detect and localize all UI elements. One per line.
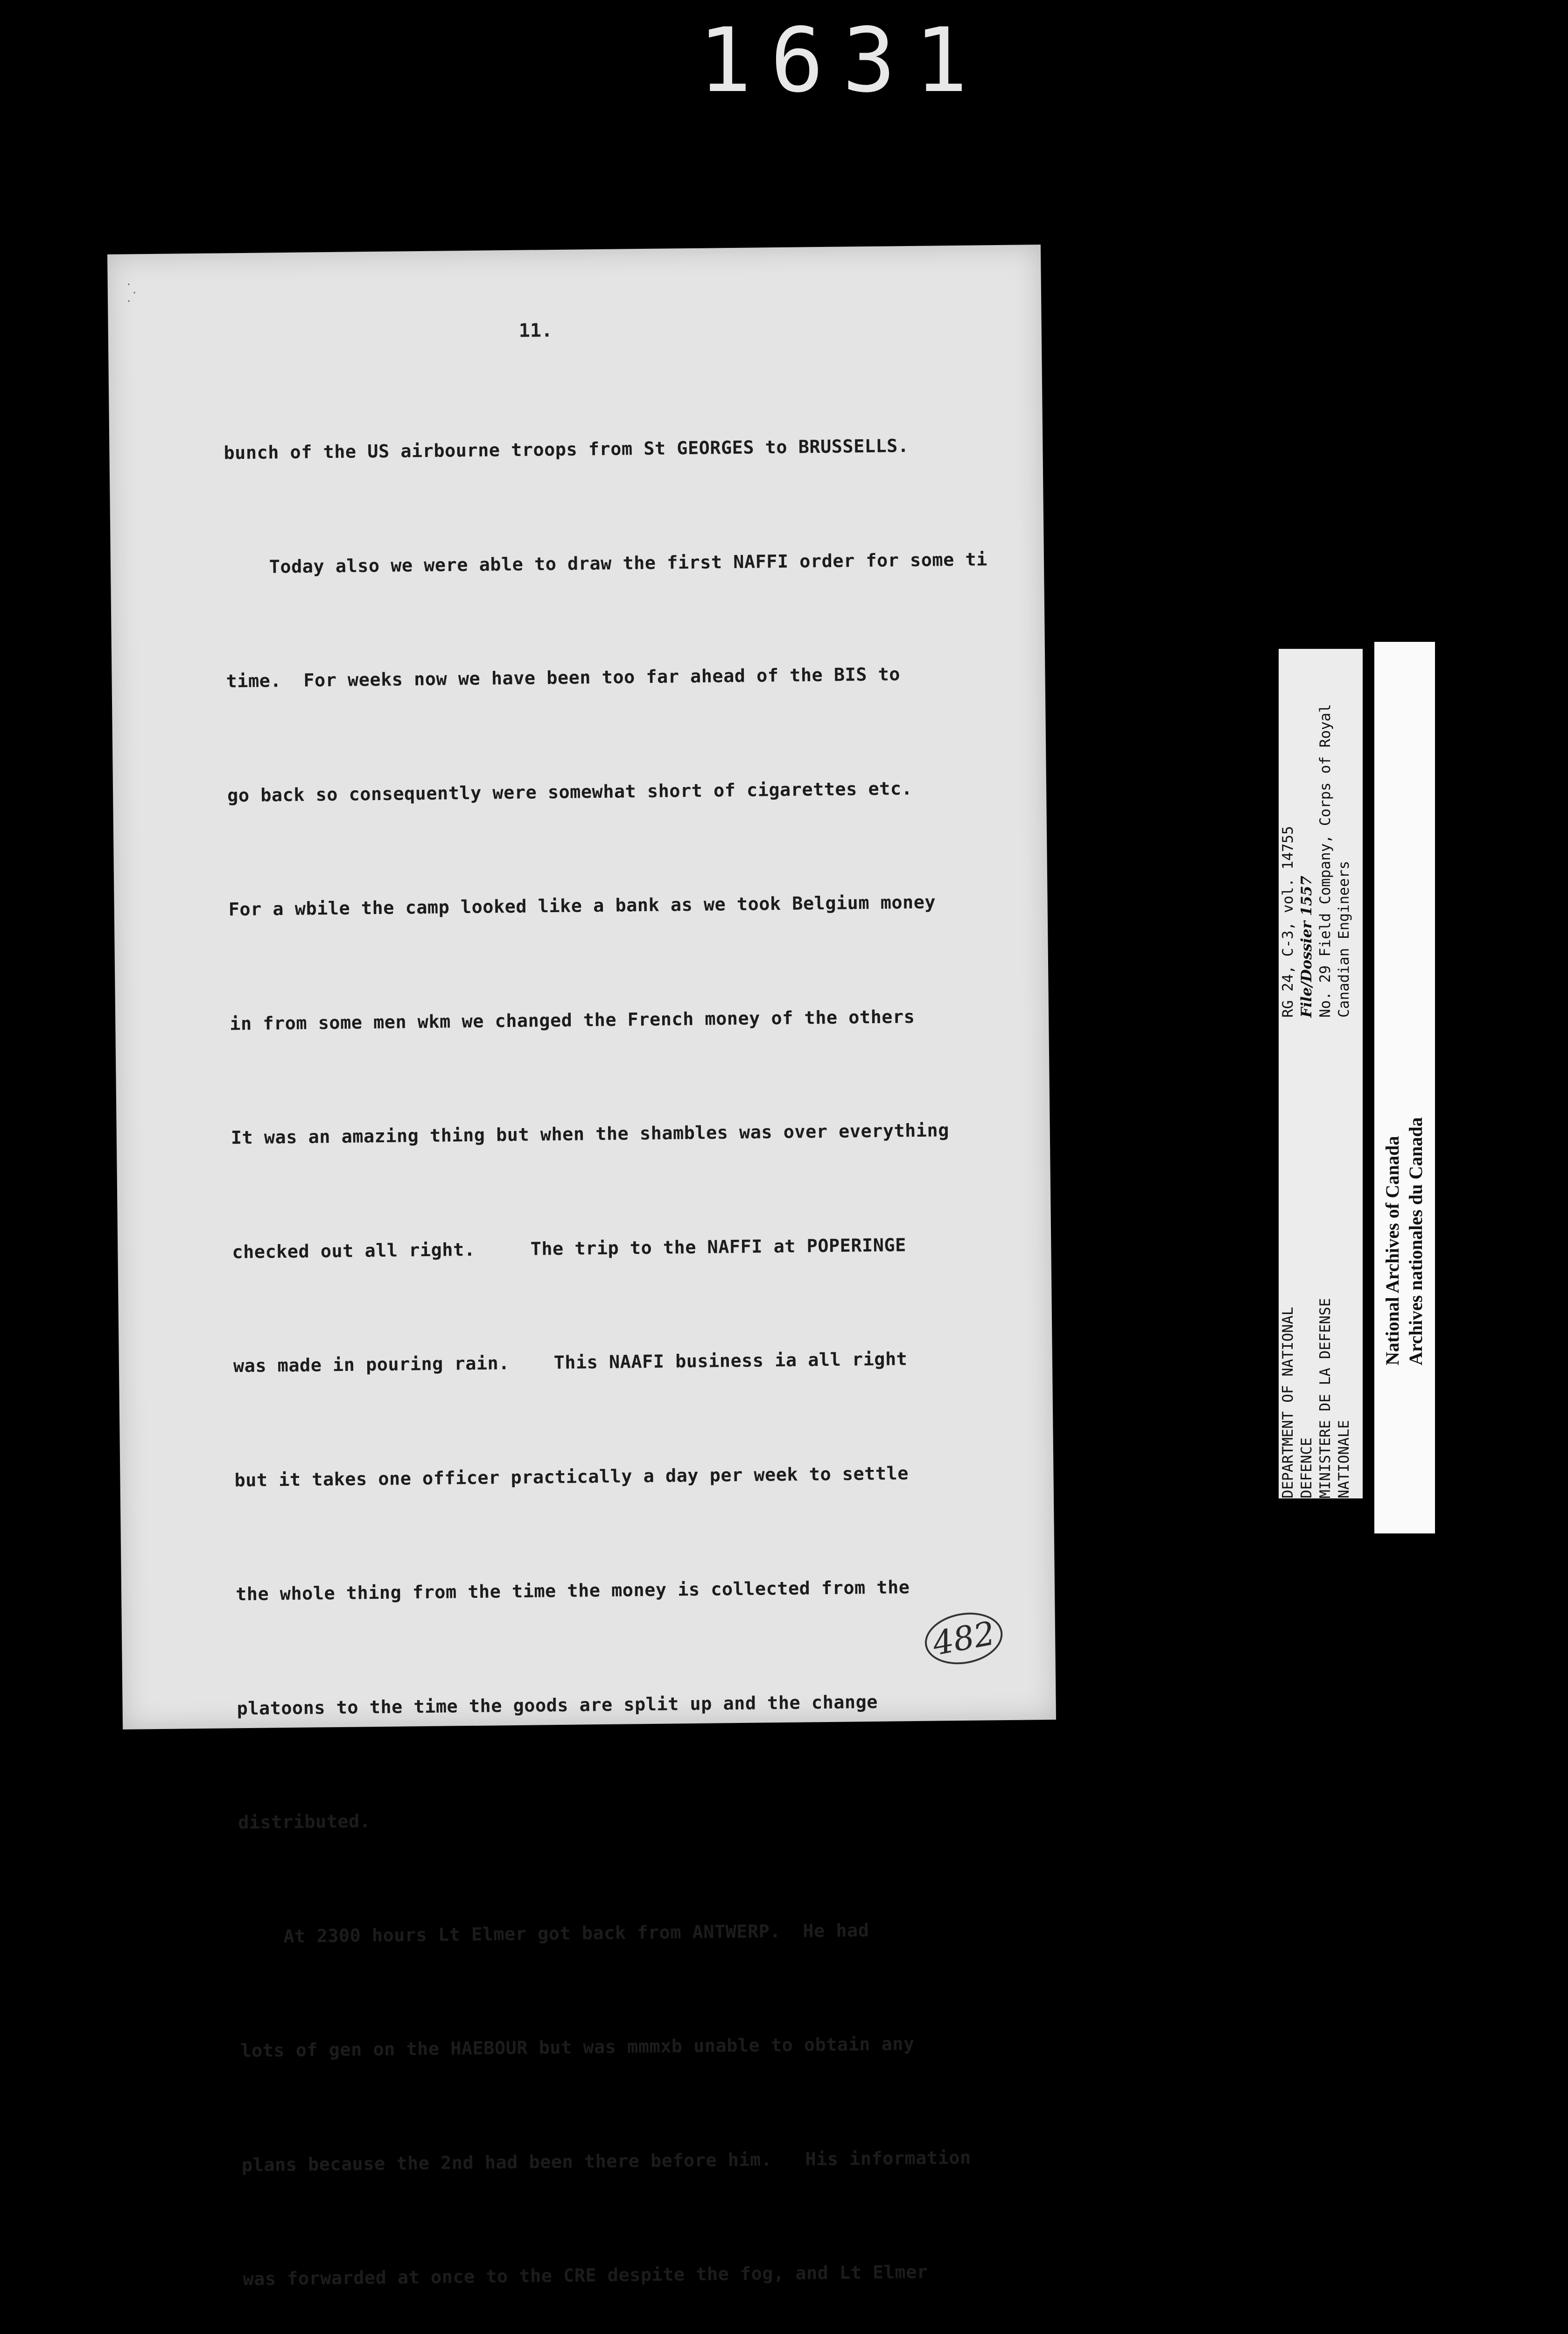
text-line: At 2300 hours Lt Elmer got back from ANTWERP. He had [239, 1919, 869, 1947]
text-line: the whole thing from the time the money is collected from the [235, 1577, 910, 1605]
text-line: but it takes one officer practically a day per week to settle [234, 1462, 909, 1491]
national-archives-label [1374, 642, 1435, 1533]
document-page [107, 245, 1056, 2290]
text-line: For a wbile the camp looked like a bank as we took Belgium money [228, 892, 936, 921]
department-line: DEPARTMENT OF NATIONAL [1280, 1307, 1296, 1498]
text-line: lots of gen on the HAEBOUR but was mmmxb unable to obtain any [240, 2033, 915, 2062]
department-line: MINISTERE DE LA DEFENSE [1317, 1298, 1334, 1498]
archives-label-text [1374, 642, 1435, 1533]
text-line: bunch of the US airbourne troops from St GEORGES to BRUSSELLS. [224, 436, 909, 464]
reference-label-text [1279, 649, 1363, 1498]
text-line: It was an amazing thing but when the shambles was over everything [231, 1120, 950, 1149]
text-line: plans because the 2nd had been there before him. His information [241, 2147, 971, 2176]
scan-dust-marks: · · · [126, 279, 138, 307]
archive-reference-label [1279, 649, 1363, 1498]
reference-line: File/Dossier 1557 [1298, 876, 1315, 1018]
text-line: in from some men wkm we changed the French money of the others [230, 1006, 915, 1034]
text-line: checked out all right. The trip to the NAFFI at POPERINGE [232, 1234, 906, 1263]
text-line: platoons to the time the goods are split up and the change [237, 1691, 878, 1719]
text-line: was forwarded at once to the CRE despite the fog, and Lt Elmer [243, 2261, 928, 2290]
text-line: was made in pouring rain. This NAAFI business ia all right [233, 1349, 908, 1377]
department-block [1279, 1298, 1353, 1498]
reference-block [1279, 704, 1353, 1018]
microfilm-frame-number: 1631 [698, 9, 987, 112]
reference-line: Canadian Engineers [1336, 861, 1352, 1018]
page-number: 11. [518, 320, 553, 342]
reference-line: No. 29 Field Company, Corps of Royal [1317, 704, 1334, 1018]
document-body [223, 350, 1092, 2334]
archives-name-en: National Archives of Canada [1382, 1136, 1403, 1365]
reference-line: RG 24, C-3, vol. 14755 [1280, 826, 1296, 1018]
text-line: go back so consequently were somewhat short of cigarettes etc. [227, 778, 913, 806]
text-line: distributed. [238, 1811, 371, 1834]
department-line: NATIONALE [1336, 1420, 1352, 1498]
text-line: Today also we were able to draw the first NAFFI order for some ti [224, 548, 988, 578]
circled-page-stamp: 482 [921, 1606, 1007, 1670]
text-line: time. For weeks now we have been too far ahead of the BIS to [226, 664, 901, 692]
archives-name-fr: Archives nationales du Canada [1405, 1117, 1426, 1365]
department-line: DEFENCE [1298, 1437, 1315, 1498]
